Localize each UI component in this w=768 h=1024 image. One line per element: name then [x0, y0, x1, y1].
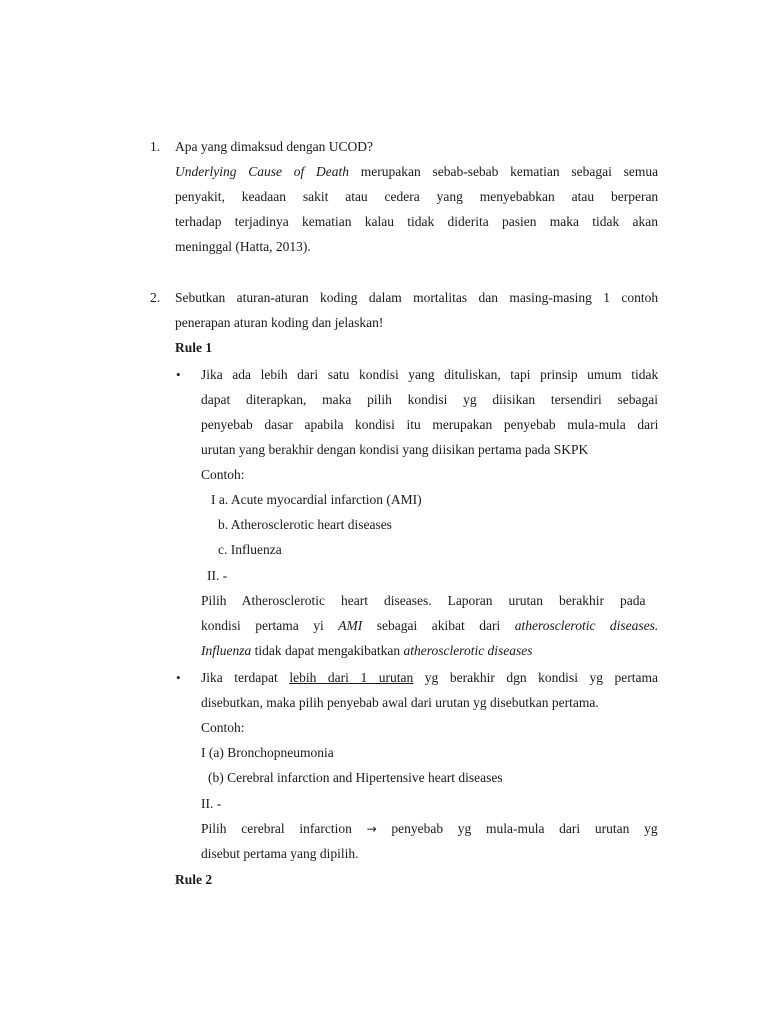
bullet-1-expl-ami: AMI	[338, 618, 363, 633]
bullet-2-line-1	[201, 669, 658, 687]
bullet-1-explanation-line-3	[201, 642, 533, 660]
bullet-1-expl-text-b: sebagai akibat dari	[362, 618, 515, 633]
bullet-1-marker: •	[176, 367, 181, 382]
right-arrow-icon: →	[366, 822, 377, 836]
bullet-2-explanation-line-1	[201, 820, 658, 838]
bullet-2-example-ii: II. -	[201, 796, 222, 811]
bullet-1-line-3: penyebab dasar apabila kondisi itu merupakan penyebab mula-mula dari	[201, 417, 659, 432]
bullet-2-contoh-label: Contoh:	[201, 720, 245, 735]
bullet-2-example-b: (b) Cerebral infarction and Hipertensive heart diseases	[208, 770, 503, 785]
bullet-1-expl-atherosclerotic-2: atherosclerotic diseases	[403, 643, 533, 658]
q1-answer-line-1-rest: merupakan sebab-sebab kematian sebagai semua	[348, 164, 659, 179]
bullet-1-explanation-line-1: Pilih Atherosclerotic heart diseases. Laporan urutan berakhir pada	[201, 593, 646, 608]
bullet-1-expl-atherosclerotic: atherosclerotic diseases.	[514, 618, 659, 633]
bullet-2-explanation-line-2: disebut pertama yang dipilih.	[201, 846, 359, 861]
q1-number: 1.	[150, 139, 161, 154]
q2-question-line-2: penerapan aturan koding dan jelaskan!	[175, 315, 384, 330]
bullet-1-expl-text-c: tidak dapat mengakibatkan	[251, 643, 404, 658]
bullet-1-expl-influenza: Influenza	[201, 643, 252, 658]
rule-1-heading: Rule 1	[175, 340, 213, 355]
bullet-1-example-b: b. Atherosclerotic heart diseases	[218, 517, 392, 532]
q1-answer-line-1	[175, 163, 658, 181]
bullet-1-example-ii: II. -	[207, 568, 228, 583]
bullet-1-example-c: c. Influenza	[218, 542, 282, 557]
q1-answer-line-2: penyakit, keadaan sakit atau cedera yang menyebabkan atau berperan	[175, 189, 659, 204]
q1-answer-line-3: terhadap terjadinya kematian kalau tidak diderita pasien maka tidak akan	[175, 214, 658, 229]
bullet-1-example-a: I a. Acute myocardial infarction (AMI)	[211, 492, 422, 507]
bullet-2-underlined: lebih dari 1 urutan	[289, 670, 414, 685]
bullet-1-contoh-label: Contoh:	[201, 467, 245, 482]
q1-answer-term: Underlying Cause of Death	[175, 164, 349, 179]
bullet-2-text-b: yg berakhir dgn kondisi yg pertama	[413, 670, 659, 685]
bullet-2-text-a: Jika terdapat	[201, 670, 290, 685]
bullet-2-expl-text-a: Pilih cerebral infarction	[201, 821, 367, 836]
bullet-2-expl-text-b: penyebab yg mula-mula dari urutan yg	[376, 821, 658, 836]
bullet-1-explanation-line-2	[201, 617, 658, 635]
bullet-2-example-a: I (a) Bronchopneumonia	[201, 745, 334, 760]
q1-answer-line-4: meninggal (Hatta, 2013).	[175, 239, 311, 254]
bullet-2-line-2: disebutkan, maka pilih penyebab awal dari urutan yg disebutkan pertama.	[201, 695, 599, 710]
q2-question-line-1: Sebutkan aturan-aturan koding dalam mortalitas dan masing-masing 1 contoh	[175, 290, 659, 305]
rule-2-heading: Rule 2	[175, 872, 213, 887]
bullet-1-line-1: Jika ada lebih dari satu kondisi yang dituliskan, tapi prinsip umum tidak	[201, 367, 659, 382]
bullet-2-marker: •	[176, 670, 181, 685]
bullet-1-line-2: dapat diterapkan, maka pilih kondisi yg diisikan tersendiri sebagai	[201, 392, 659, 407]
bullet-1-line-4: urutan yang berakhir dengan kondisi yang diisikan pertama pada SKPK	[201, 442, 589, 457]
q2-number: 2.	[150, 290, 161, 305]
q1-question: Apa yang dimaksud dengan UCOD?	[175, 139, 373, 154]
bullet-1-expl-text-a: kondisi pertama yi	[201, 618, 339, 633]
